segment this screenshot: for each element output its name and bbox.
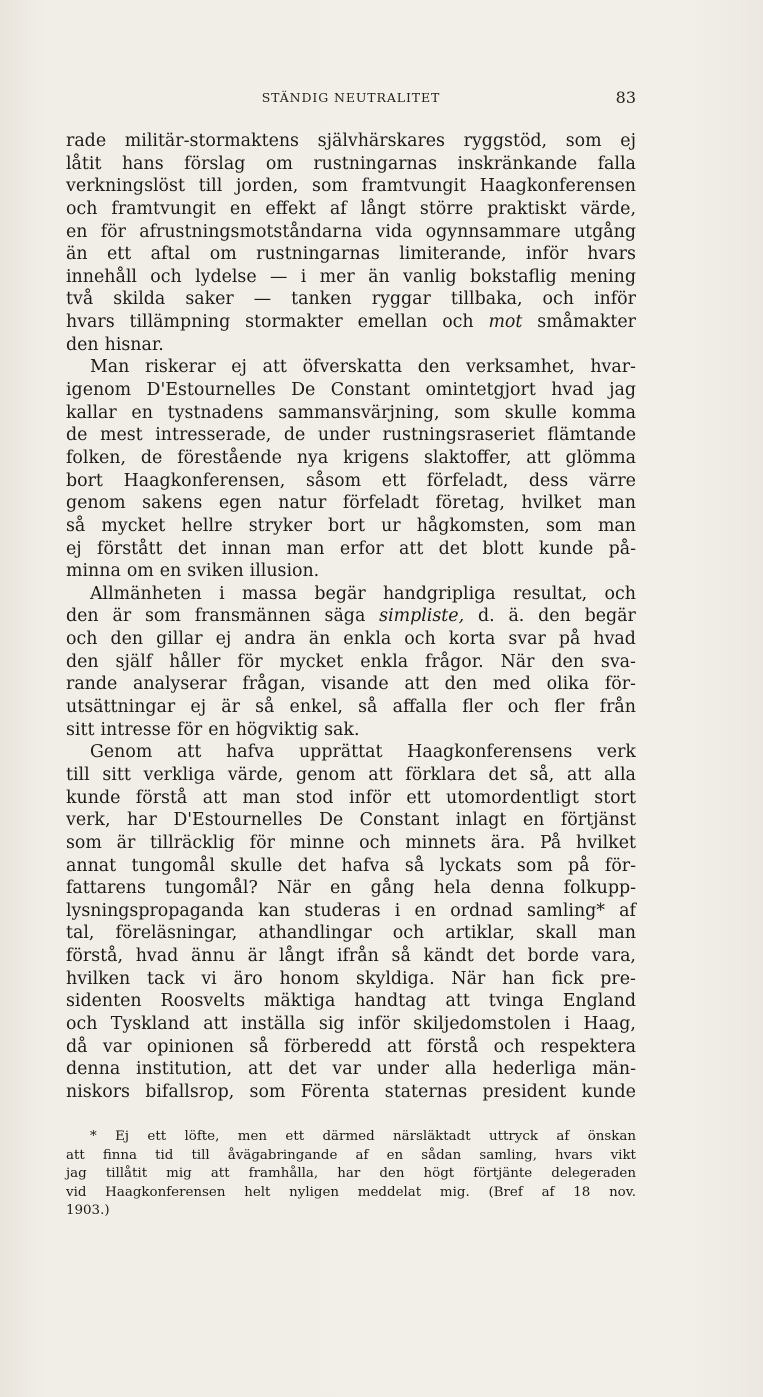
text-line: innehåll och lydelse — i mer än vanlig bokstaflig mening	[66, 266, 636, 287]
text-line: annat tungomål skulle det hafva så lyckats som på för-	[66, 855, 636, 876]
text-line: den är som fransmännen säga simpliste, d. ä. den begär	[66, 606, 636, 627]
text-line: denna institution, att det var under alla hederliga män-	[66, 1059, 636, 1080]
text-line: den hisnar.	[66, 334, 164, 355]
page-number: 83	[615, 88, 636, 107]
text-line: en för afrustningsmotståndarna vida ogynnsammare utgång	[66, 221, 636, 242]
text-line: sitt intresse för en högviktig sak.	[66, 719, 360, 740]
text-line: folken, de förestående nya krigens slaktoffer, att glömma	[66, 447, 636, 468]
text-line: verkningslöst till jorden, som framtvungit Haagkonferensen	[66, 176, 636, 197]
text-line: som är tillräcklig för minne och minnets ära. På hvilket	[66, 832, 636, 853]
text-line: fattarens tungomål? När en gång hela denna folkupp-	[66, 878, 636, 899]
running-title: STÄNDIG NEUTRALITET	[261, 90, 441, 105]
text-line: kunde förstå att man stod inför ett utomordentligt stort	[66, 787, 636, 808]
text-line: ej förstått det innan man erfor att det blott kunde på-	[66, 538, 636, 559]
text-line: verk, har D'Estournelles De Constant inlagt en förtjänst	[66, 810, 636, 831]
text-line: tal, föreläsningar, athandlingar och artiklar, skall man	[66, 923, 636, 944]
page-header	[66, 90, 636, 112]
text-line: Genom att hafva upprättat Haagkonferensens verk	[90, 742, 636, 763]
text-line: rade militär-stormaktens självhärskares ryggstöd, som ej	[66, 131, 636, 151]
text-line: den själf håller för mycket enkla frågor. När den sva-	[66, 651, 636, 672]
text-line: förstå, hvad ännu är långt ifrån så kändt det borde vara,	[66, 946, 636, 967]
text-line: till sitt verkliga värde, genom att förklara det så, att alla	[66, 764, 636, 785]
text-line: minna om en sviken illusion.	[66, 561, 320, 582]
text-line: sidenten Roosvelts mäktiga handtag att tvinga England	[66, 991, 636, 1012]
footnote-line: vid Haagkonferensen helt nyligen meddelat mig. (Bref af 18 nov.	[66, 1184, 636, 1200]
text-line: niskors bifallsrop, som Förenta staternas president kunde	[66, 1081, 636, 1102]
text-line: bort Haagkonferensen, såsom ett förfeladt, dess värre	[66, 470, 636, 491]
text-line: igenom D'Estournelles De Constant omintetgjort hvad jag	[66, 380, 636, 401]
text-line: rande analyserar frågan, visande att den med olika för-	[66, 674, 636, 695]
footnote-line: 1903.)	[66, 1203, 110, 1219]
footnote-line: att finna tid till åvägabringande af en sådan samling, hvars vikt	[66, 1147, 636, 1163]
footnote-line: jag tillåtit mig att framhålla, har den högt förtjänte delegeraden	[66, 1166, 636, 1182]
text-line: och framtvungit en effekt af långt större praktiskt värde,	[66, 198, 636, 219]
text-line: lysningspropaganda kan studeras i en ordnad samling* af	[66, 900, 636, 921]
text-line: så mycket hellre stryker bort ur hågkomsten, som man	[66, 515, 636, 536]
text-line: genom sakens egen natur förfeladt företag, hvilket man	[66, 493, 636, 514]
text-line: kallar en tystnadens sammansvärjning, som skulle komma	[66, 402, 636, 423]
text-line: hvars tillämpning stormakter emellan och mot småmakter	[66, 312, 636, 333]
text-line: och Tyskland att inställa sig inför skiljedomstolen i Haag,	[66, 1013, 636, 1034]
text-line: då var opinionen så förberedd att förstå och respektera	[66, 1036, 636, 1057]
footnote	[66, 1128, 636, 1221]
text-line: och den gillar ej andra än enkla och korta svar på hvad	[66, 629, 636, 650]
text-line: två skilda saker — tanken ryggar tillbaka, och inför	[66, 289, 636, 310]
text-line: de mest intresserade, de under rustningsraseriet flämtande	[66, 425, 636, 446]
text-line: utsättningar ej är så enkel, så affalla fler och fler från	[66, 697, 636, 718]
text-line: låtit hans förslag om rustningarnas inskränkande falla	[66, 153, 636, 174]
footnote-line: * Ej ett löfte, men ett därmed närsläktadt uttryck af önskan	[90, 1129, 636, 1144]
text-line: hvilken tack vi äro honom skyldiga. När han fick pre-	[66, 968, 636, 989]
text-line: Man riskerar ej att öfverskatta den verksamhet, hvar-	[90, 357, 636, 378]
body-text	[66, 130, 636, 1104]
text-line: än ett aftal om rustningarnas limiterande, inför hvars	[66, 244, 636, 265]
text-line: Allmänheten i massa begär handgripliga resultat, och	[90, 583, 636, 604]
